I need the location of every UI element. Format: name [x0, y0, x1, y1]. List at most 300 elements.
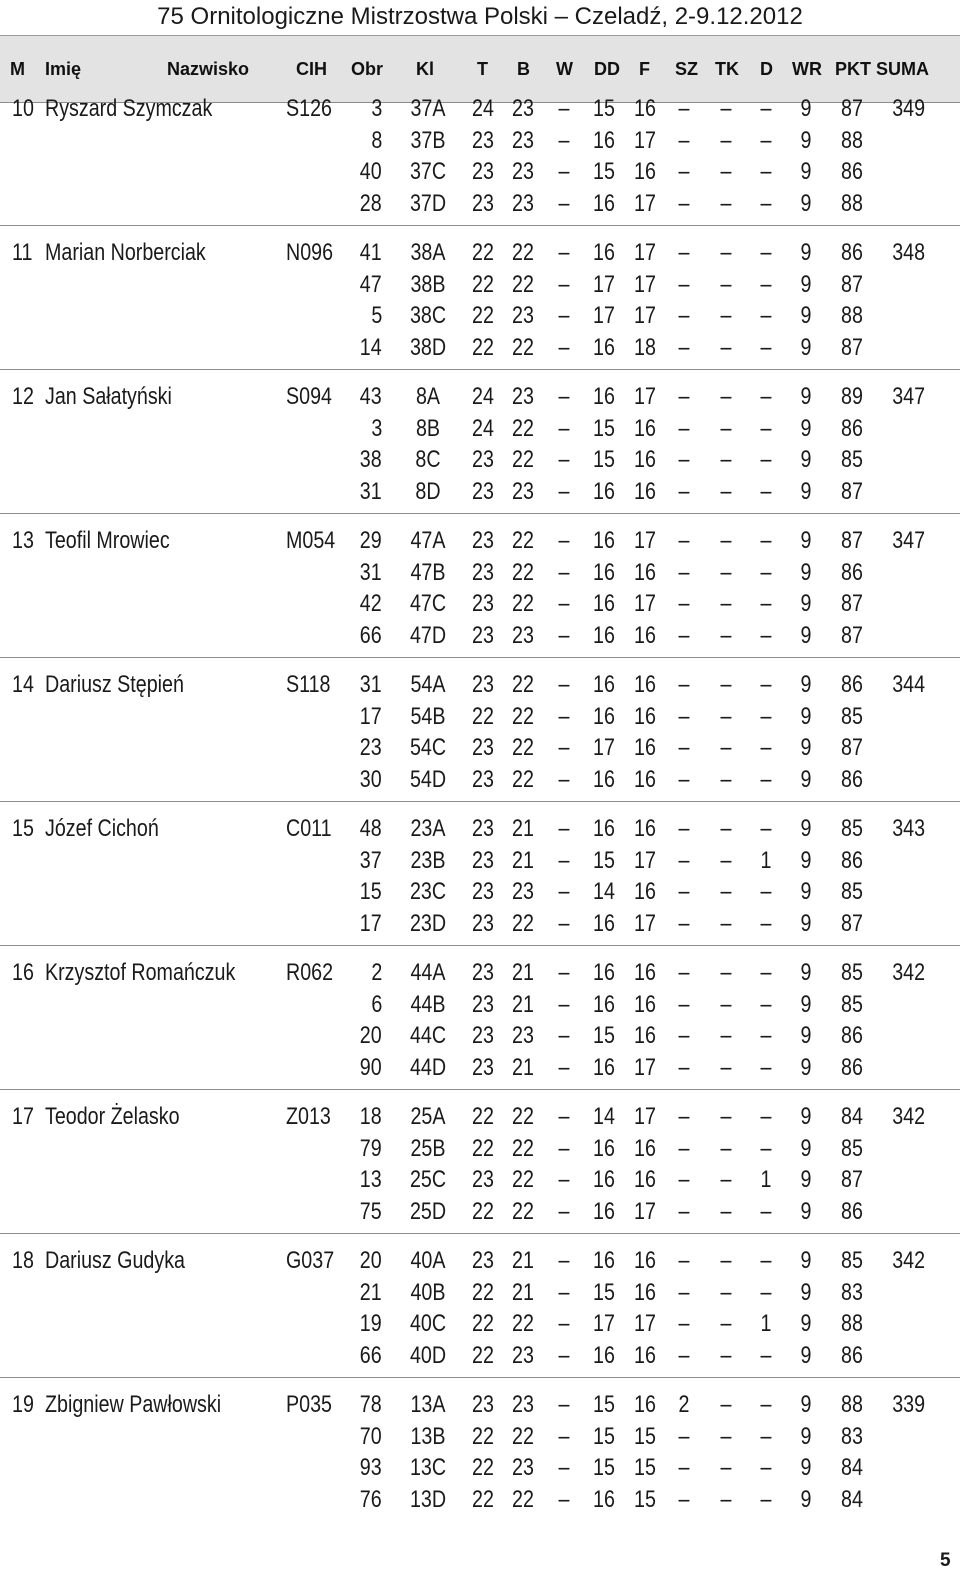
dd-cell: 17 [593, 734, 615, 761]
kl-cell: 40C [409, 1310, 447, 1337]
obr-cell: 17 [360, 909, 382, 937]
f-cell: 16 [634, 1166, 656, 1193]
header-tk: TK [715, 59, 739, 79]
w-cell: – [558, 909, 570, 937]
kl-cell: 54A [410, 671, 446, 698]
b-cell: 22 [512, 590, 534, 617]
wr-cell: 9 [800, 95, 812, 122]
tk-cell: – [720, 1053, 732, 1081]
tk-cell: – [720, 1485, 732, 1513]
tk-cell: – [720, 558, 732, 586]
obr-cell: 5 [371, 302, 382, 329]
table-row [0, 733, 960, 763]
kl-cell: 44B [410, 990, 446, 1018]
cih-cell: C011 [286, 815, 332, 842]
group-divider [0, 225, 960, 226]
pkt-cell: 87 [841, 527, 863, 554]
tk-cell: – [720, 1022, 732, 1049]
obr-cell: 13 [360, 1166, 382, 1193]
b-cell: 22 [512, 1485, 534, 1513]
tk-cell: – [720, 815, 732, 842]
dd-cell: 16 [593, 621, 615, 649]
tk-cell: – [720, 270, 732, 298]
tk-cell: – [720, 414, 732, 442]
table-row [0, 1341, 960, 1371]
b-cell: 23 [512, 1341, 534, 1369]
obr-cell: 2 [371, 959, 382, 986]
wr-cell: 9 [800, 1485, 812, 1513]
b-cell: 21 [512, 990, 534, 1018]
header-cih: CIH [296, 59, 327, 79]
b-cell: 22 [512, 333, 534, 361]
wr-cell: 9 [800, 333, 812, 361]
obr-cell: 93 [360, 1454, 382, 1481]
b-cell: 23 [512, 1391, 534, 1418]
wr-cell: 9 [800, 1022, 812, 1049]
b-cell: 23 [512, 126, 534, 154]
f-cell: 17 [634, 846, 656, 874]
obr-cell: 30 [360, 765, 382, 793]
w-cell: – [558, 1166, 570, 1193]
tk-cell: – [720, 621, 732, 649]
tk-cell: – [720, 333, 732, 361]
sz-cell: – [678, 1166, 690, 1193]
table-row [0, 382, 960, 412]
tk-cell: – [720, 702, 732, 730]
t-cell: 23 [472, 846, 494, 874]
d-cell: – [760, 1341, 772, 1369]
pkt-cell: 85 [841, 1134, 863, 1162]
wr-cell: 9 [800, 1247, 812, 1274]
dd-cell: 16 [593, 1485, 615, 1513]
cih-cell: Z013 [286, 1103, 331, 1130]
competitor-group [0, 94, 960, 238]
pkt-cell: 85 [841, 990, 863, 1018]
pkt-cell: 87 [841, 1166, 863, 1193]
t-cell: 23 [472, 527, 494, 554]
f-cell: 18 [634, 333, 656, 361]
obr-cell: 78 [360, 1391, 382, 1418]
f-cell: 17 [634, 270, 656, 298]
pkt-cell: 87 [841, 621, 863, 649]
d-cell: – [760, 702, 772, 730]
tk-cell: – [720, 1310, 732, 1337]
tk-cell: – [720, 909, 732, 937]
d-cell: – [760, 302, 772, 329]
d-cell: – [760, 383, 772, 410]
dd-cell: 16 [593, 1134, 615, 1162]
obr-cell: 17 [360, 702, 382, 730]
tk-cell: – [720, 126, 732, 154]
wr-cell: 9 [800, 1166, 812, 1193]
w-cell: – [558, 990, 570, 1018]
dd-cell: 16 [593, 1247, 615, 1274]
d-cell: 1 [760, 846, 772, 874]
t-cell: 24 [472, 383, 494, 410]
table-row [0, 1390, 960, 1420]
wr-cell: 9 [800, 671, 812, 698]
b-cell: 23 [512, 477, 534, 505]
wr-cell: 9 [800, 477, 812, 505]
wr-cell: 9 [800, 1134, 812, 1162]
w-cell: – [558, 239, 570, 266]
sz-cell: – [678, 270, 690, 298]
sz-cell: – [678, 527, 690, 554]
dd-cell: 15 [593, 1422, 615, 1450]
pkt-cell: 86 [841, 1022, 863, 1049]
suma-cell: 342 [892, 1247, 925, 1274]
f-cell: 16 [634, 1134, 656, 1162]
t-cell: 23 [472, 446, 494, 473]
w-cell: – [558, 270, 570, 298]
header-f: F [639, 59, 650, 79]
page-title: 75 Ornitologiczne Mistrzostwa Polski – Czeladź, 2-9.12.2012 [157, 3, 803, 30]
f-cell: 17 [634, 909, 656, 937]
dd-cell: 17 [593, 270, 615, 298]
wr-cell: 9 [800, 990, 812, 1018]
rank-cell: 19 [12, 1391, 34, 1418]
t-cell: 23 [472, 1391, 494, 1418]
dd-cell: 16 [593, 1341, 615, 1369]
table-row [0, 445, 960, 475]
sz-cell: – [678, 671, 690, 698]
dd-cell: 16 [593, 590, 615, 617]
d-cell: – [760, 446, 772, 473]
cih-cell: N096 [286, 239, 334, 266]
t-cell: 22 [472, 1278, 494, 1306]
dd-cell: 14 [593, 1103, 615, 1130]
w-cell: – [558, 590, 570, 617]
competitor-name: Dariusz Stępień [45, 671, 184, 698]
f-cell: 17 [634, 1197, 656, 1225]
dd-cell: 15 [593, 1454, 615, 1481]
t-cell: 22 [472, 333, 494, 361]
kl-cell: 25B [410, 1134, 446, 1162]
tk-cell: – [720, 765, 732, 793]
t-cell: 23 [472, 1247, 494, 1274]
kl-cell: 13D [409, 1485, 447, 1513]
rank-cell: 10 [12, 95, 34, 122]
rank-cell: 16 [12, 959, 34, 986]
d-cell: – [760, 333, 772, 361]
table-row [0, 1021, 960, 1051]
obr-cell: 90 [360, 1053, 382, 1081]
pkt-cell: 85 [841, 815, 863, 842]
wr-cell: 9 [800, 734, 812, 761]
obr-cell: 38 [360, 446, 382, 473]
tk-cell: – [720, 1134, 732, 1162]
pkt-cell: 84 [841, 1454, 863, 1481]
suma-cell: 339 [892, 1391, 925, 1418]
wr-cell: 9 [800, 590, 812, 617]
t-cell: 23 [472, 734, 494, 761]
obr-cell: 37 [360, 846, 382, 874]
dd-cell: 16 [593, 702, 615, 730]
pkt-cell: 85 [841, 878, 863, 905]
kl-cell: 38A [410, 239, 446, 266]
obr-cell: 23 [360, 734, 382, 761]
d-cell: – [760, 270, 772, 298]
d-cell: – [760, 990, 772, 1018]
b-cell: 21 [512, 815, 534, 842]
w-cell: – [558, 302, 570, 329]
w-cell: – [558, 765, 570, 793]
d-cell: – [760, 1053, 772, 1081]
sz-cell: – [678, 477, 690, 505]
dd-cell: 16 [593, 909, 615, 937]
kl-cell: 8D [415, 477, 441, 505]
f-cell: 17 [634, 1310, 656, 1337]
f-cell: 16 [634, 1278, 656, 1306]
b-cell: 21 [512, 846, 534, 874]
b-cell: 22 [512, 765, 534, 793]
d-cell: – [760, 414, 772, 442]
cih-cell: S118 [286, 671, 331, 698]
sz-cell: – [678, 846, 690, 874]
w-cell: – [558, 158, 570, 185]
w-cell: – [558, 1022, 570, 1049]
dd-cell: 16 [593, 333, 615, 361]
b-cell: 23 [512, 1022, 534, 1049]
header-kl: Kl [416, 59, 434, 79]
sz-cell: – [678, 734, 690, 761]
table-row [0, 589, 960, 619]
sz-cell: – [678, 878, 690, 905]
suma-cell: 348 [892, 239, 925, 266]
w-cell: – [558, 414, 570, 442]
pkt-cell: 85 [841, 1247, 863, 1274]
w-cell: – [558, 846, 570, 874]
pkt-cell: 88 [841, 302, 863, 329]
sz-cell: – [678, 1341, 690, 1369]
f-cell: 15 [634, 1422, 656, 1450]
kl-cell: 38B [410, 270, 446, 298]
d-cell: – [760, 1391, 772, 1418]
rank-cell: 14 [12, 671, 34, 698]
f-cell: 17 [634, 1053, 656, 1081]
b-cell: 23 [512, 1454, 534, 1481]
table-row [0, 477, 960, 507]
w-cell: – [558, 1134, 570, 1162]
dd-cell: 15 [593, 1022, 615, 1049]
rank-cell: 15 [12, 815, 34, 842]
kl-cell: 23D [409, 909, 447, 937]
sz-cell: – [678, 126, 690, 154]
sz-cell: – [678, 383, 690, 410]
pkt-cell: 86 [841, 414, 863, 442]
table-row [0, 1485, 960, 1515]
rank-cell: 12 [12, 383, 34, 410]
header-suma: SUMA [876, 59, 929, 79]
table-row [0, 990, 960, 1020]
obr-cell: 31 [360, 558, 382, 586]
kl-cell: 25A [410, 1103, 446, 1130]
wr-cell: 9 [800, 1341, 812, 1369]
f-cell: 16 [634, 815, 656, 842]
tk-cell: – [720, 846, 732, 874]
d-cell: – [760, 1022, 772, 1049]
d-cell: – [760, 239, 772, 266]
table-row [0, 414, 960, 444]
f-cell: 16 [634, 558, 656, 586]
tk-cell: – [720, 1278, 732, 1306]
obr-cell: 14 [360, 333, 382, 361]
t-cell: 22 [472, 239, 494, 266]
pkt-cell: 86 [841, 1053, 863, 1081]
f-cell: 16 [634, 1022, 656, 1049]
dd-cell: 16 [593, 189, 615, 217]
w-cell: – [558, 702, 570, 730]
sz-cell: – [678, 1485, 690, 1513]
sz-cell: – [678, 621, 690, 649]
pkt-cell: 83 [841, 1422, 863, 1450]
d-cell: – [760, 477, 772, 505]
b-cell: 22 [512, 1422, 534, 1450]
f-cell: 15 [634, 1485, 656, 1513]
pkt-cell: 85 [841, 702, 863, 730]
obr-cell: 3 [371, 95, 382, 122]
tk-cell: – [720, 959, 732, 986]
wr-cell: 9 [800, 302, 812, 329]
header-t: T [477, 59, 488, 79]
sz-cell: – [678, 1454, 690, 1481]
d-cell: – [760, 815, 772, 842]
b-cell: 22 [512, 1134, 534, 1162]
w-cell: – [558, 1485, 570, 1513]
f-cell: 16 [634, 990, 656, 1018]
kl-cell: 13B [410, 1422, 446, 1450]
group-divider [0, 369, 960, 370]
rank-cell: 18 [12, 1247, 34, 1274]
kl-cell: 40A [410, 1247, 446, 1274]
kl-cell: 8B [415, 414, 441, 442]
d-cell: – [760, 1247, 772, 1274]
t-cell: 23 [472, 158, 494, 185]
t-cell: 23 [472, 1053, 494, 1081]
tk-cell: – [720, 734, 732, 761]
t-cell: 23 [472, 990, 494, 1018]
kl-cell: 54C [409, 734, 447, 761]
kl-cell: 47D [409, 621, 447, 649]
tk-cell: – [720, 671, 732, 698]
competitor-group [0, 1102, 960, 1246]
table-row [0, 1309, 960, 1339]
competitor-name: Józef Cichoń [45, 815, 159, 842]
f-cell: 16 [634, 878, 656, 905]
d-cell: – [760, 671, 772, 698]
wr-cell: 9 [800, 1197, 812, 1225]
wr-cell: 9 [800, 1391, 812, 1418]
header-obr: Obr [351, 59, 384, 79]
d-cell: – [760, 1422, 772, 1450]
wr-cell: 9 [800, 189, 812, 217]
d-cell: 1 [760, 1166, 772, 1193]
sz-cell: – [678, 95, 690, 122]
d-cell: – [760, 878, 772, 905]
t-cell: 23 [472, 1166, 494, 1193]
wr-cell: 9 [800, 846, 812, 874]
d-cell: – [760, 1278, 772, 1306]
header-imie: Imię [45, 59, 82, 79]
sz-cell: – [678, 702, 690, 730]
t-cell: 22 [472, 1134, 494, 1162]
sz-cell: – [678, 1278, 690, 1306]
wr-cell: 9 [800, 765, 812, 793]
pkt-cell: 86 [841, 1197, 863, 1225]
w-cell: – [558, 527, 570, 554]
sz-cell: – [678, 1310, 690, 1337]
dd-cell: 14 [593, 878, 615, 905]
table-row [0, 558, 960, 588]
kl-cell: 37C [409, 158, 447, 185]
table-row [0, 1453, 960, 1483]
f-cell: 16 [634, 477, 656, 505]
competitor-name: Jan Sałatyński [45, 383, 172, 410]
table-row [0, 157, 960, 187]
d-cell: – [760, 621, 772, 649]
obr-cell: 8 [371, 126, 382, 154]
b-cell: 22 [512, 239, 534, 266]
t-cell: 23 [472, 671, 494, 698]
competitor-group [0, 526, 960, 670]
w-cell: – [558, 1310, 570, 1337]
kl-cell: 38D [409, 333, 447, 361]
pkt-cell: 85 [841, 446, 863, 473]
pkt-cell: 87 [841, 909, 863, 937]
f-cell: 16 [634, 1391, 656, 1418]
obr-cell: 18 [360, 1103, 382, 1130]
b-cell: 22 [512, 909, 534, 937]
group-divider [0, 657, 960, 658]
tk-cell: – [720, 239, 732, 266]
table-row [0, 94, 960, 124]
dd-cell: 17 [593, 302, 615, 329]
tk-cell: – [720, 1391, 732, 1418]
f-cell: 17 [634, 239, 656, 266]
sz-cell: – [678, 1247, 690, 1274]
pkt-cell: 86 [841, 671, 863, 698]
table-row [0, 301, 960, 331]
t-cell: 23 [472, 1022, 494, 1049]
sz-cell: – [678, 1134, 690, 1162]
sz-cell: – [678, 189, 690, 217]
table-row [0, 765, 960, 795]
obr-cell: 76 [360, 1485, 382, 1513]
t-cell: 22 [472, 1454, 494, 1481]
dd-cell: 15 [593, 846, 615, 874]
w-cell: – [558, 1197, 570, 1225]
kl-cell: 25C [409, 1166, 447, 1193]
pkt-cell: 87 [841, 270, 863, 298]
d-cell: – [760, 909, 772, 937]
wr-cell: 9 [800, 878, 812, 905]
pkt-cell: 83 [841, 1278, 863, 1306]
cih-cell: R062 [286, 959, 334, 986]
kl-cell: 40B [410, 1278, 446, 1306]
obr-cell: 31 [360, 477, 382, 505]
dd-cell: 16 [593, 383, 615, 410]
kl-cell: 13C [409, 1454, 447, 1481]
wr-cell: 9 [800, 239, 812, 266]
header-pkt: PKT [835, 59, 871, 79]
obr-cell: 31 [360, 671, 382, 698]
b-cell: 23 [512, 383, 534, 410]
wr-cell: 9 [800, 1310, 812, 1337]
d-cell: – [760, 734, 772, 761]
suma-cell: 349 [892, 95, 925, 122]
header-w: W [556, 59, 573, 79]
header-d: D [760, 59, 773, 79]
